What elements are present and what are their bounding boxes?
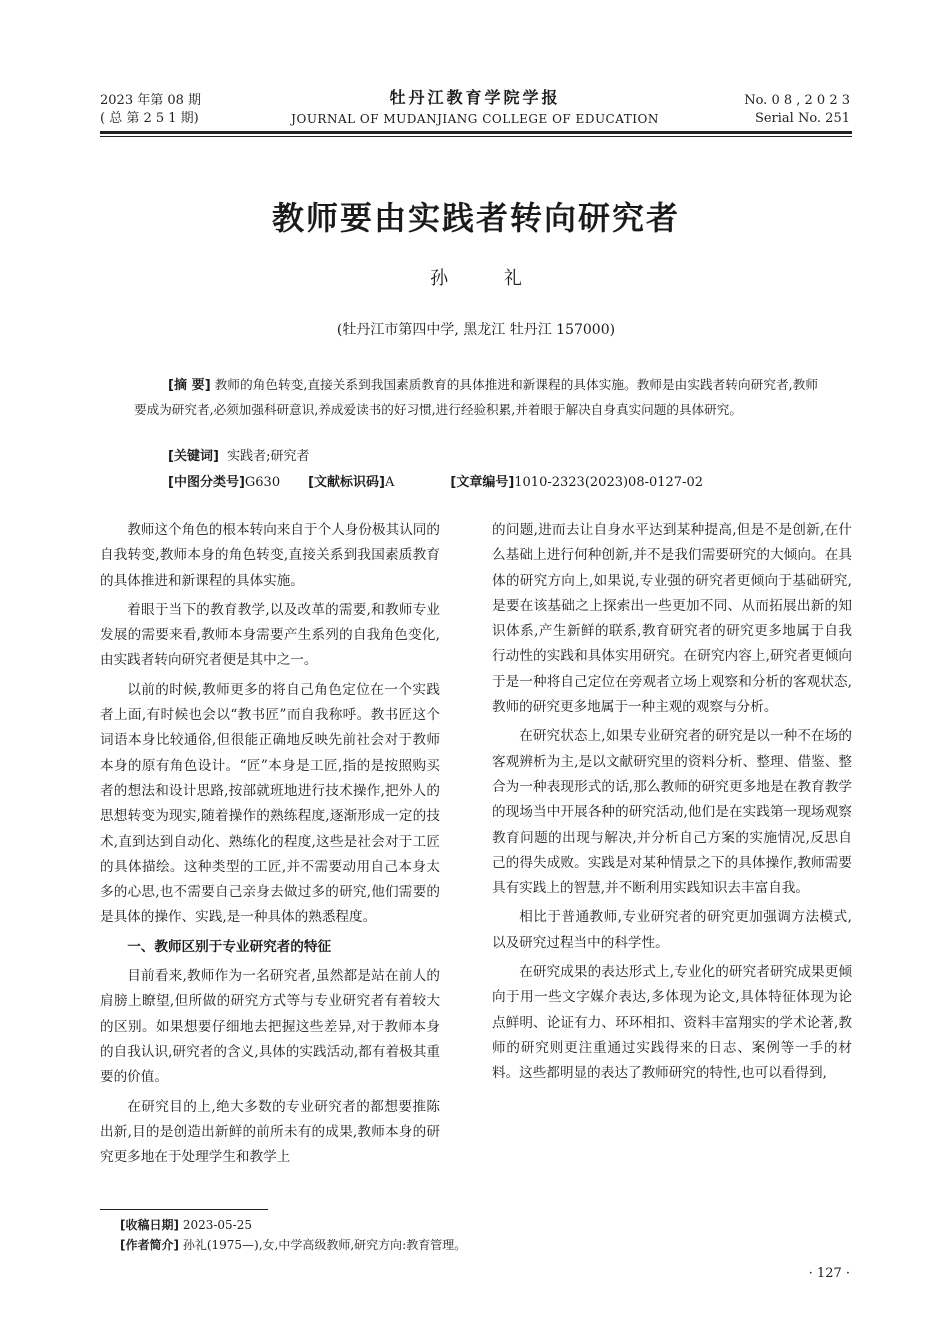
body-column-left	[100, 518, 440, 1174]
doc-code-label: [文献标识码]	[308, 475, 385, 490]
received-date	[120, 1216, 252, 1235]
clc-value: G630	[244, 475, 281, 490]
header-rule-thick	[100, 131, 852, 134]
received-label: [收稿日期]	[120, 1218, 179, 1232]
paragraph: 在研究状态上,如果专业研究者的研究是以一种不在场的客观辨析为主,是以文献研究里的资料分析、整理、借鉴、整合为一种表现形式的话,那么教师的研究更多地是在教育教学的现场当中开展各种的研究活动,他们是在实践第一现场观察教育问题的出现与解决,并分析自己方案的实施情况,反思自己的得失成败。实践是对某种情景之下的具体操作,教师需要具有实践上的智慧,并不断利用实践知识去丰富自我。	[492, 728, 852, 897]
paragraph: 以前的时候,教师更多的将自己角色定位在一个实践者上面,有时候也会以“教书匠”而自我称呼。教书匠这个词语本身比较通俗,但很能正确地反映先前社会对于教师本身的原有角色设计。“匠”本身是工匠,指的是按照购买者的想法和设计思路,按部就班地进行技术操作,把外人的思想转变为现实,随着操作的熟练程度,逐渐形成一定的技术,直到达到自动化、熟练化的程度,这些是社会对于工匠的具体描绘。这种类型的工匠,并不需要动用自己本身太多的心思,也不需要自己亲身去做过多的研究,他们需要的是具体的操作、实践,是一种具体的熟悉程度。	[100, 681, 440, 926]
paragraph: 目前看来,教师作为一名研究者,虽然都是站在前人的肩膀上瞭望,但所做的研究方式等与专业研究者有着较大的区别。如果想要仔细地去把握这些差异,对于教师本身的自我认识,研究者的含义,具体的实践活动,都有着极其重要的价值。	[100, 968, 440, 1086]
serial-number: Serial No. 251	[754, 111, 850, 126]
bio-value: 孙礼(1975—),女,中学高级教师,研究方向:教育管理。	[182, 1238, 467, 1252]
bio-label: [作者简介]	[120, 1238, 179, 1252]
issue-year: 2023 年第 08 期	[100, 93, 202, 108]
journal-title	[280, 88, 670, 128]
article-author: 孙 礼	[430, 268, 522, 289]
keywords-label: [关键词]	[168, 449, 219, 464]
paragraph: 的问题,进而去让自身水平达到某种提高,但是不是创新,在什么基础上进行何种创新,并不是我们需要研究的大倾向。在具体的研究方向上,如果说,专业强的研究者更倾向于基础研究,是要在该基础之上探索出一些更加不同、从而拓展出新的知识体系,产生新鲜的联系,教育研究者的研究更多地属于自我行动性的实践和具体实用研究。在研究内容上,研究者更倾向于是一种将自己定位在旁观者立场上观察和分析的客观状态,教师的研究更多地属于一种主观的观察与分析。	[492, 522, 852, 716]
article-id-value: 1010-2323(2023)08-0127-02	[514, 475, 704, 490]
header-rule-thin	[100, 136, 852, 137]
abstract-label: [摘 要]	[168, 378, 211, 393]
article-id-label: [文章编号]	[450, 475, 515, 490]
paragraph: 着眼于当下的教育教学,以及改革的需要,和教师专业发展的需要来看,教师本身需要产生系列的自我角色变化,由实践者转向研究者便是其中之一。	[100, 601, 440, 669]
received-value: 2023-05-25	[182, 1218, 252, 1232]
body-column-right	[492, 518, 852, 1091]
paragraph: 在研究目的上,绝大多数的专业研究者的都想要推陈出新,目的是创造出新鲜的前所未有的成果,教师本身的研究更多地在于处理学生和教学上	[100, 1098, 440, 1166]
journal-name-cn: 牡丹江教育学院学报	[389, 88, 561, 107]
keywords	[168, 446, 310, 468]
issue-info	[100, 92, 201, 128]
journal-name-en: JOURNAL OF MUDANJIANG COLLEGE OF EDUCATION	[291, 112, 659, 126]
clc-label: [中图分类号]	[168, 475, 245, 490]
author-bio	[120, 1236, 466, 1255]
author-affiliation: (牡丹江市第四中学, 黑龙江 牡丹江 157000)	[336, 322, 616, 338]
footnote-rule	[100, 1209, 268, 1210]
paragraph: 教师这个角色的根本转向来自于个人身份极其认同的自我转变,教师本身的角色转变,直接关系到我国素质教育的具体推进和新课程的具体实施。	[100, 522, 440, 589]
paragraph: 在研究成果的表达形式上,专业化的研究者研究成果更倾向于用一些文字媒介表达,多体现为论文,具体特征体现为论点鲜明、论证有力、环环相扣、资料丰富翔实的学术论著,教师的研究则更注重通过实践得来的日志、案例等一手的材料。这些都明显的表达了教师研究的特性,也可以看得到,	[492, 964, 852, 1082]
keywords-text: 实践者;研究者	[227, 449, 310, 464]
classification	[168, 472, 703, 494]
page-number: · 127 ·	[808, 1266, 850, 1281]
abstract	[134, 373, 818, 422]
doc-code-value: A	[384, 475, 395, 490]
serial-info	[744, 92, 850, 128]
paragraph: 相比于普通教师,专业研究者的研究更加强调方法模式,以及研究过程当中的科学性。	[492, 909, 852, 951]
article-title: 教师要由实践者转向研究者	[271, 199, 680, 237]
issue-number: No. 0 8 , 2 0 2 3	[744, 93, 850, 108]
section-heading: 一、教师区别于专业研究者的特征	[127, 938, 332, 955]
abstract-text: 教师的角色转变,直接关系到我国素质教育的具体推进和新课程的具体实施。教师是由实践者转向研究者,教师要成为研究者,必须加强科研意识,养成爱读书的好习惯,进行经验积累,并着眼于解决自身真实问题的具体研究。	[134, 377, 818, 417]
issue-total: ( 总 第 2 5 1 期)	[100, 111, 199, 126]
